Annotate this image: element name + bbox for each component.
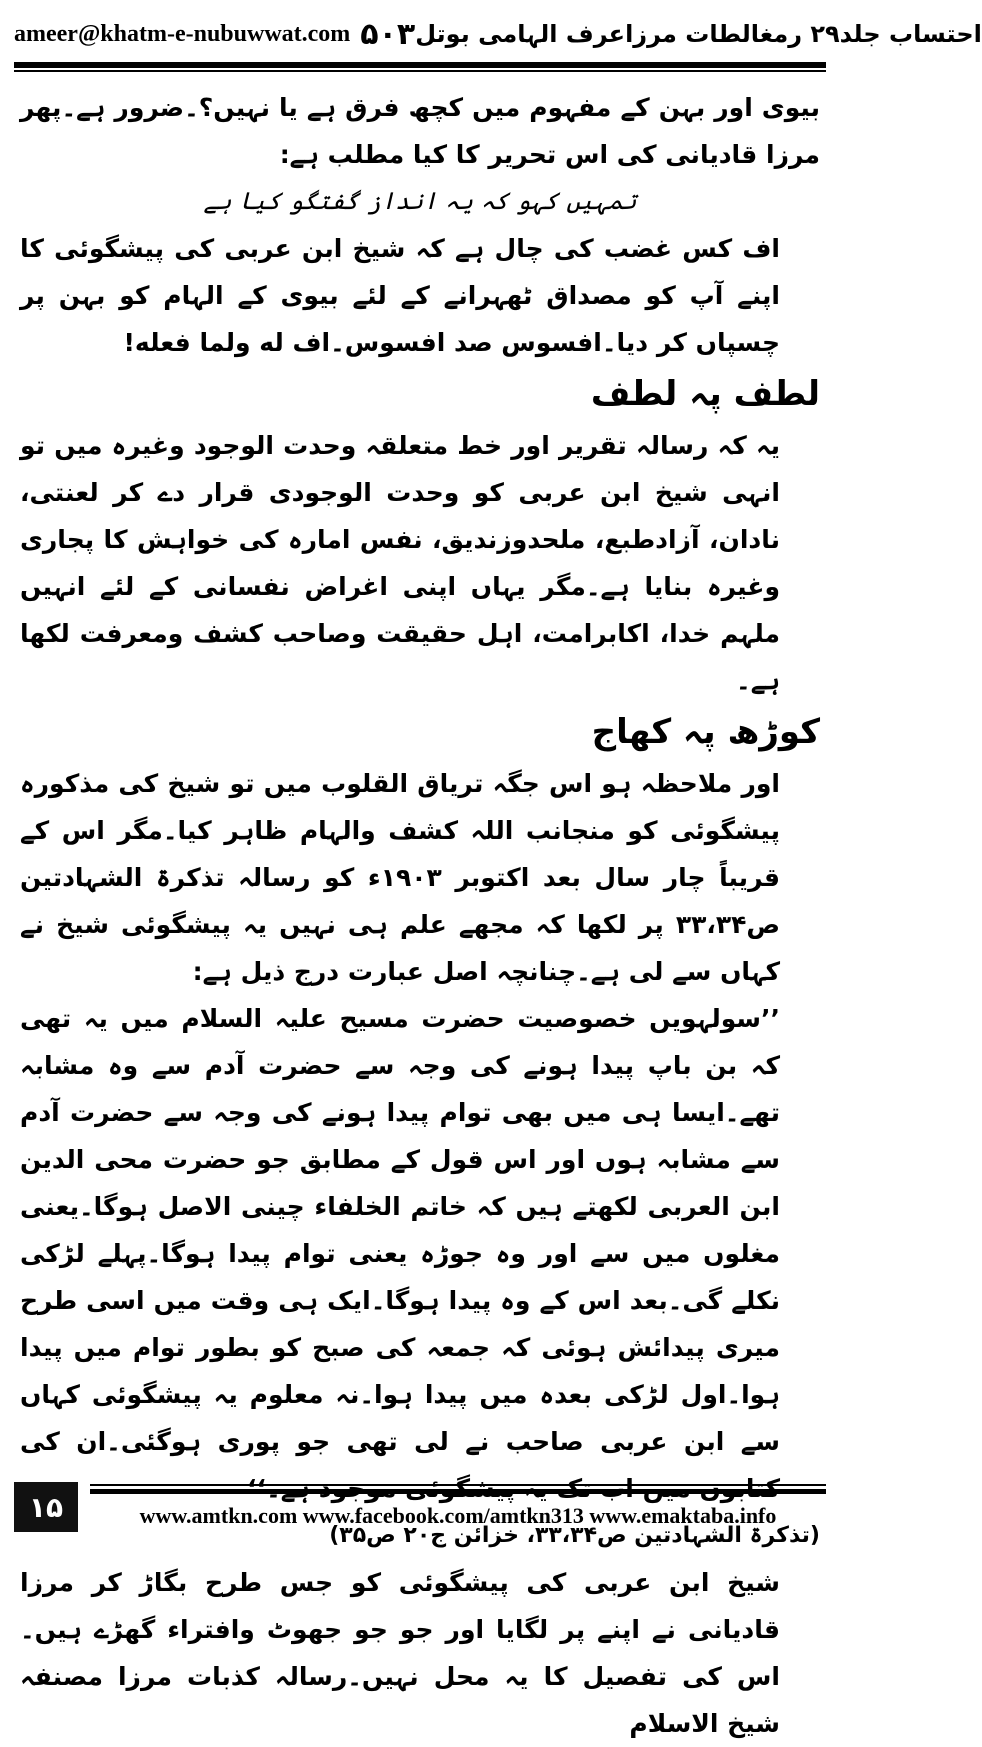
- verse-line: تمہیں کہو کہ یہ انداز گفتگو کیا ہے: [203, 187, 637, 215]
- paragraph-lutf: یہ کہ رسالہ تقریر اور خط متعلقہ وحدت الوجود وغیرہ میں تو انہی شیخ ابن عربی کو وحدت الوجودی قرار دے کر لعنتی، نادان، آزادطبع، ملحدوزندیق، نفس امارہ کی خواہش کا پجاری وغیرہ بنایا ہے۔مگر یہاں اپنی اغراض نفسانی کے لئے انہیں ملہم خدا، اکابرامت، اہل حقیقت وصاحب کشف ومعرفت لکھا ہے۔: [20, 431, 780, 695]
- paragraph-lament: اف کس غضب کی چال ہے کہ شیخ ابن عربی کی پیشگوئی کا اپنے آپ کو مصداق ٹھہرانے کے لئے بیوی کے الہام کو بہن پر چسپاں کر دیا۔افسوس صد افسوس۔اف له ولما فعله!: [20, 234, 780, 357]
- footer-page-box: ۱۵: [14, 1482, 78, 1532]
- header-left: [14, 17, 415, 52]
- paragraph-mulahiza: اور ملاحظہ ہو اس جگہ تریاق القلوب میں تو شیخ کی مذکورہ پیشگوئی کو منجانب اللہ کشف والہام ظاہر کیا۔مگر اس کے قریباً چار سال بعد اکتوبر ۱۹۰۳ء کو رسالہ تذکرۃ الشہادتین ص۳۳،۳۴ پر لکھا کہ مجھے علم ہی نہیں یہ پیشگوئی شیخ نے کہاں سے لی ہے۔چنانچہ اصل عبارت درج ذیل ہے:: [20, 769, 780, 986]
- footer-links: www.amtkn.com www.facebook.com/amtkn313 www.emaktaba.info: [139, 1503, 777, 1528]
- header-rule-thick: [14, 62, 826, 68]
- footer-rule-thin: [90, 1484, 826, 1486]
- header-rule-thin: [14, 70, 826, 72]
- section-heading-korh: کوڑھ پہ کھاج: [591, 712, 820, 752]
- header-email: ameer@khatm-e-nubuwwat.com: [14, 20, 351, 47]
- citation: (تذکرۃ الشہادتین ص۳۳،۳۴، خزائن ج۲۰ ص۳۵): [329, 1523, 820, 1548]
- paragraph-quotation: ’’سولہویں خصوصیت حضرت مسیح علیہ السلام میں یہ تھی کہ بن باپ پیدا ہونے کی وجہ سے حضرت آدم سے وہ مشابہ تھے۔ایسا ہی میں بھی توام پیدا ہونے کی وجہ سے حضرت آدم سے مشابہ ہوں اور اس قول کے مطابق جو حضرت محی الدین ابن العربی لکھتے ہیں کہ خاتم الخلفاء چینی الاصل ہوگا۔یعنی مغلوں میں سے اور وہ جوڑہ یعنی توام پیدا ہوگا۔پہلے لڑکی نکلے گی۔بعد اس کے وہ پیدا ہوگا۔ایک ہی وقت میں اسی طرح میری پیدائش ہوئی کہ جمعہ کی صبح کو بطور توام میں پیدا ہوا۔اول لڑکی بعدہ میں پیدا ہوا۔نہ معلوم یہ پیشگوئی کہاں سے ابن عربی صاحب نے لی تھی جو پوری ہوگئی۔ان کی: [20, 1004, 780, 1456]
- paragraph-closing: شیخ ابن عربی کی پیشگوئی کو جس طرح بگاڑ کر مرزا قادیانی نے اپنے پر لگایا اور جو جو جھوٹ وافتراء گھڑے ہیں۔اس کی تفصیل کا یہ محل نہیں۔رسالہ کذبات مرزا مصنفہ شیخ الاسلام: [20, 1568, 780, 1738]
- header-page-number: ۵۰۳: [360, 16, 416, 52]
- footer-rule-thick: [90, 1489, 826, 1494]
- section-heading-lutf: لطف پہ لطف: [590, 374, 820, 414]
- paragraph-intro: بیوی اور بہن کے مفہوم میں کچھ فرق ہے یا نہیں؟۔ضرور ہے۔پھر مرزا قادیانی کی اس تحریر کا کیا مطلب ہے:: [20, 93, 820, 169]
- page-header: [14, 8, 982, 60]
- header-title: احتساب جلد۲۹ رمغالطات مرزاعرف الہامی بوتل: [415, 20, 982, 48]
